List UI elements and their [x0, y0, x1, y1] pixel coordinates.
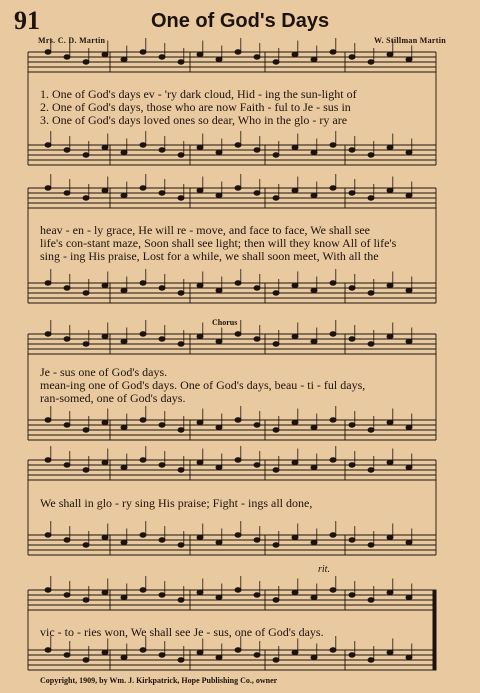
note-head	[140, 533, 146, 537]
note-head	[197, 145, 203, 149]
note-head	[273, 543, 279, 547]
note-head	[64, 286, 70, 290]
hymn-title: One of God's Days	[150, 10, 330, 32]
note-head	[64, 423, 70, 427]
note-head	[102, 188, 108, 192]
note-head	[45, 186, 51, 190]
chorus-label: Chorus	[212, 318, 238, 327]
verse-1-line-1: 1. One of God's days ev - 'ry dark cloud, Hid - ing the sun-light of	[40, 87, 357, 101]
note-head	[387, 420, 393, 424]
note-head	[349, 191, 355, 195]
note-head	[121, 465, 127, 469]
note-head	[178, 291, 184, 295]
note-head	[83, 428, 89, 432]
note-head	[45, 588, 51, 592]
note-head	[140, 186, 146, 190]
note-head	[83, 543, 89, 547]
note-head	[292, 188, 298, 192]
note-head	[102, 590, 108, 594]
note-head	[273, 598, 279, 602]
note-head	[235, 648, 241, 652]
note-head	[45, 648, 51, 652]
note-head	[64, 593, 70, 597]
note-head	[349, 148, 355, 152]
note-head	[292, 283, 298, 287]
verse-2-line-1: 2. One of God's days, those who are now Faith - ful to Je - sus in	[40, 100, 351, 114]
note-head	[121, 339, 127, 343]
note-head	[159, 423, 165, 427]
note-head	[197, 334, 203, 338]
note-head	[273, 428, 279, 432]
note-head	[387, 535, 393, 539]
ritardando-mark: rit.	[318, 564, 330, 575]
note-head	[406, 425, 412, 429]
note-head	[102, 334, 108, 338]
note-head	[197, 460, 203, 464]
note-head	[311, 595, 317, 599]
note-head	[368, 196, 374, 200]
note-head	[64, 191, 70, 195]
note-head	[406, 595, 412, 599]
note-head	[64, 148, 70, 152]
note-head	[292, 590, 298, 594]
note-head	[45, 281, 51, 285]
note-head	[140, 458, 146, 462]
note-head	[102, 283, 108, 287]
note-head	[254, 463, 260, 467]
note-head	[102, 650, 108, 654]
note-head	[178, 658, 184, 662]
note-head	[83, 658, 89, 662]
note-head	[216, 595, 222, 599]
note-head	[311, 425, 317, 429]
note-head	[349, 286, 355, 290]
note-head	[330, 533, 336, 537]
note-head	[178, 598, 184, 602]
note-head	[121, 150, 127, 154]
note-head	[406, 57, 412, 61]
chorus-line-2: vic - to - ries won, We shall see Je - sus, one of God's days.	[40, 625, 324, 639]
note-head	[254, 653, 260, 657]
note-head	[235, 281, 241, 285]
note-head	[311, 465, 317, 469]
note-head	[368, 543, 374, 547]
note-head	[216, 540, 222, 544]
note-head	[292, 420, 298, 424]
note-head	[254, 191, 260, 195]
note-head	[273, 153, 279, 157]
note-head	[216, 339, 222, 343]
note-head	[368, 60, 374, 64]
note-head	[254, 337, 260, 341]
note-head	[159, 337, 165, 341]
note-head	[140, 332, 146, 336]
note-head	[254, 286, 260, 290]
note-head	[406, 540, 412, 544]
note-head	[45, 143, 51, 147]
note-head	[368, 598, 374, 602]
note-head	[216, 150, 222, 154]
note-head	[216, 288, 222, 292]
note-head	[45, 50, 51, 54]
note-head	[349, 538, 355, 542]
note-head	[311, 288, 317, 292]
note-head	[159, 286, 165, 290]
note-head	[273, 60, 279, 64]
note-head	[387, 460, 393, 464]
note-head	[292, 334, 298, 338]
chorus-line-1: We shall in glo - ry sing His praise; Fight - ings all done,	[40, 496, 313, 510]
note-head	[406, 655, 412, 659]
note-head	[330, 281, 336, 285]
note-head	[330, 648, 336, 652]
note-head	[197, 535, 203, 539]
note-head	[159, 191, 165, 195]
note-head	[178, 153, 184, 157]
note-head	[121, 288, 127, 292]
verse-1-line-2: heav - en - ly grace, He will re - move, and face to face, We shall see	[40, 223, 370, 237]
note-head	[140, 143, 146, 147]
note-head	[235, 418, 241, 422]
note-head	[45, 458, 51, 462]
note-head	[83, 291, 89, 295]
note-head	[368, 153, 374, 157]
note-head	[178, 543, 184, 547]
note-head	[159, 538, 165, 542]
note-head	[368, 658, 374, 662]
note-head	[349, 463, 355, 467]
note-head	[216, 465, 222, 469]
note-head	[349, 593, 355, 597]
note-head	[216, 655, 222, 659]
note-head	[273, 342, 279, 346]
note-head	[349, 55, 355, 59]
note-head	[349, 423, 355, 427]
note-head	[178, 60, 184, 64]
note-head	[45, 418, 51, 422]
note-head	[349, 653, 355, 657]
note-head	[254, 55, 260, 59]
note-head	[368, 468, 374, 472]
note-head	[121, 595, 127, 599]
note-head	[311, 655, 317, 659]
note-head	[83, 153, 89, 157]
note-head	[102, 420, 108, 424]
note-head	[387, 145, 393, 149]
note-head	[235, 50, 241, 54]
final-barline	[433, 590, 436, 670]
note-head	[235, 458, 241, 462]
note-head	[64, 55, 70, 59]
note-head	[121, 425, 127, 429]
note-head	[64, 463, 70, 467]
note-head	[64, 538, 70, 542]
note-head	[387, 334, 393, 338]
note-head	[311, 339, 317, 343]
note-head	[83, 342, 89, 346]
note-head	[311, 540, 317, 544]
note-head	[387, 283, 393, 287]
note-head	[292, 650, 298, 654]
note-head	[292, 145, 298, 149]
note-head	[387, 188, 393, 192]
note-head	[311, 193, 317, 197]
note-head	[406, 193, 412, 197]
note-head	[387, 52, 393, 56]
note-head	[83, 468, 89, 472]
note-head	[330, 50, 336, 54]
note-head	[254, 423, 260, 427]
note-head	[273, 196, 279, 200]
note-head	[102, 52, 108, 56]
note-head	[102, 535, 108, 539]
note-head	[216, 193, 222, 197]
verse-2-line-3: mean-ing one of God's days. One of God's days, beau - ti - ful days,	[40, 378, 366, 392]
note-head	[235, 332, 241, 336]
note-head	[197, 283, 203, 287]
note-head	[406, 288, 412, 292]
note-head	[121, 57, 127, 61]
note-head	[197, 188, 203, 192]
note-head	[254, 148, 260, 152]
verse-2-line-2: life's con-stant maze, Soon shall see light; then will they know All of life's	[40, 236, 397, 250]
note-head	[273, 468, 279, 472]
verse-3-line-1: 3. One of God's days loved ones so dear, Who in the glo - ry are	[40, 113, 348, 127]
note-head	[292, 52, 298, 56]
note-head	[197, 650, 203, 654]
note-head	[406, 465, 412, 469]
note-head	[311, 57, 317, 61]
composer-credit: W. Stillman Martin	[374, 36, 446, 45]
note-head	[83, 598, 89, 602]
verse-3-line-3: ran-somed, one of God's days.	[40, 391, 186, 405]
note-head	[387, 650, 393, 654]
note-head	[83, 60, 89, 64]
note-head	[178, 342, 184, 346]
note-head	[102, 460, 108, 464]
lyricist-credit: Mrs. C. D. Martin	[38, 36, 106, 45]
note-head	[254, 538, 260, 542]
note-head	[197, 590, 203, 594]
note-head	[102, 145, 108, 149]
note-head	[140, 50, 146, 54]
note-head	[292, 535, 298, 539]
note-head	[330, 588, 336, 592]
note-head	[178, 196, 184, 200]
note-head	[140, 588, 146, 592]
note-head	[159, 593, 165, 597]
note-head	[159, 463, 165, 467]
note-head	[330, 418, 336, 422]
note-head	[349, 337, 355, 341]
note-head	[121, 193, 127, 197]
note-head	[235, 588, 241, 592]
note-head	[178, 468, 184, 472]
note-head	[159, 653, 165, 657]
note-head	[330, 186, 336, 190]
note-head	[273, 658, 279, 662]
note-head	[64, 653, 70, 657]
note-head	[368, 342, 374, 346]
hymn-number: 91	[14, 6, 40, 35]
note-head	[235, 533, 241, 537]
note-head	[235, 143, 241, 147]
note-head	[83, 196, 89, 200]
note-head	[330, 143, 336, 147]
note-head	[273, 291, 279, 295]
copyright-notice: Copyright, 1909, by Wm. J. Kirkpatrick, Hope Publishing Co., owner	[40, 676, 278, 685]
note-head	[330, 458, 336, 462]
note-head	[197, 52, 203, 56]
verse-1-line-3: Je - sus one of God's days.	[40, 365, 168, 379]
note-head	[216, 425, 222, 429]
note-head	[406, 150, 412, 154]
note-head	[159, 55, 165, 59]
note-head	[140, 281, 146, 285]
note-head	[45, 332, 51, 336]
note-head	[330, 332, 336, 336]
note-head	[140, 648, 146, 652]
note-head	[159, 148, 165, 152]
note-head	[216, 57, 222, 61]
note-head	[311, 150, 317, 154]
note-head	[368, 428, 374, 432]
note-head	[368, 291, 374, 295]
note-head	[387, 590, 393, 594]
note-head	[254, 593, 260, 597]
note-head	[140, 418, 146, 422]
note-head	[121, 655, 127, 659]
note-head	[406, 339, 412, 343]
note-head	[64, 337, 70, 341]
note-head	[235, 186, 241, 190]
note-head	[45, 533, 51, 537]
note-head	[197, 420, 203, 424]
note-head	[292, 460, 298, 464]
note-head	[178, 428, 184, 432]
note-head	[121, 540, 127, 544]
verse-3-line-2: sing - ing His praise, Lost for a while, we shall soon meet, With all the	[40, 249, 379, 263]
